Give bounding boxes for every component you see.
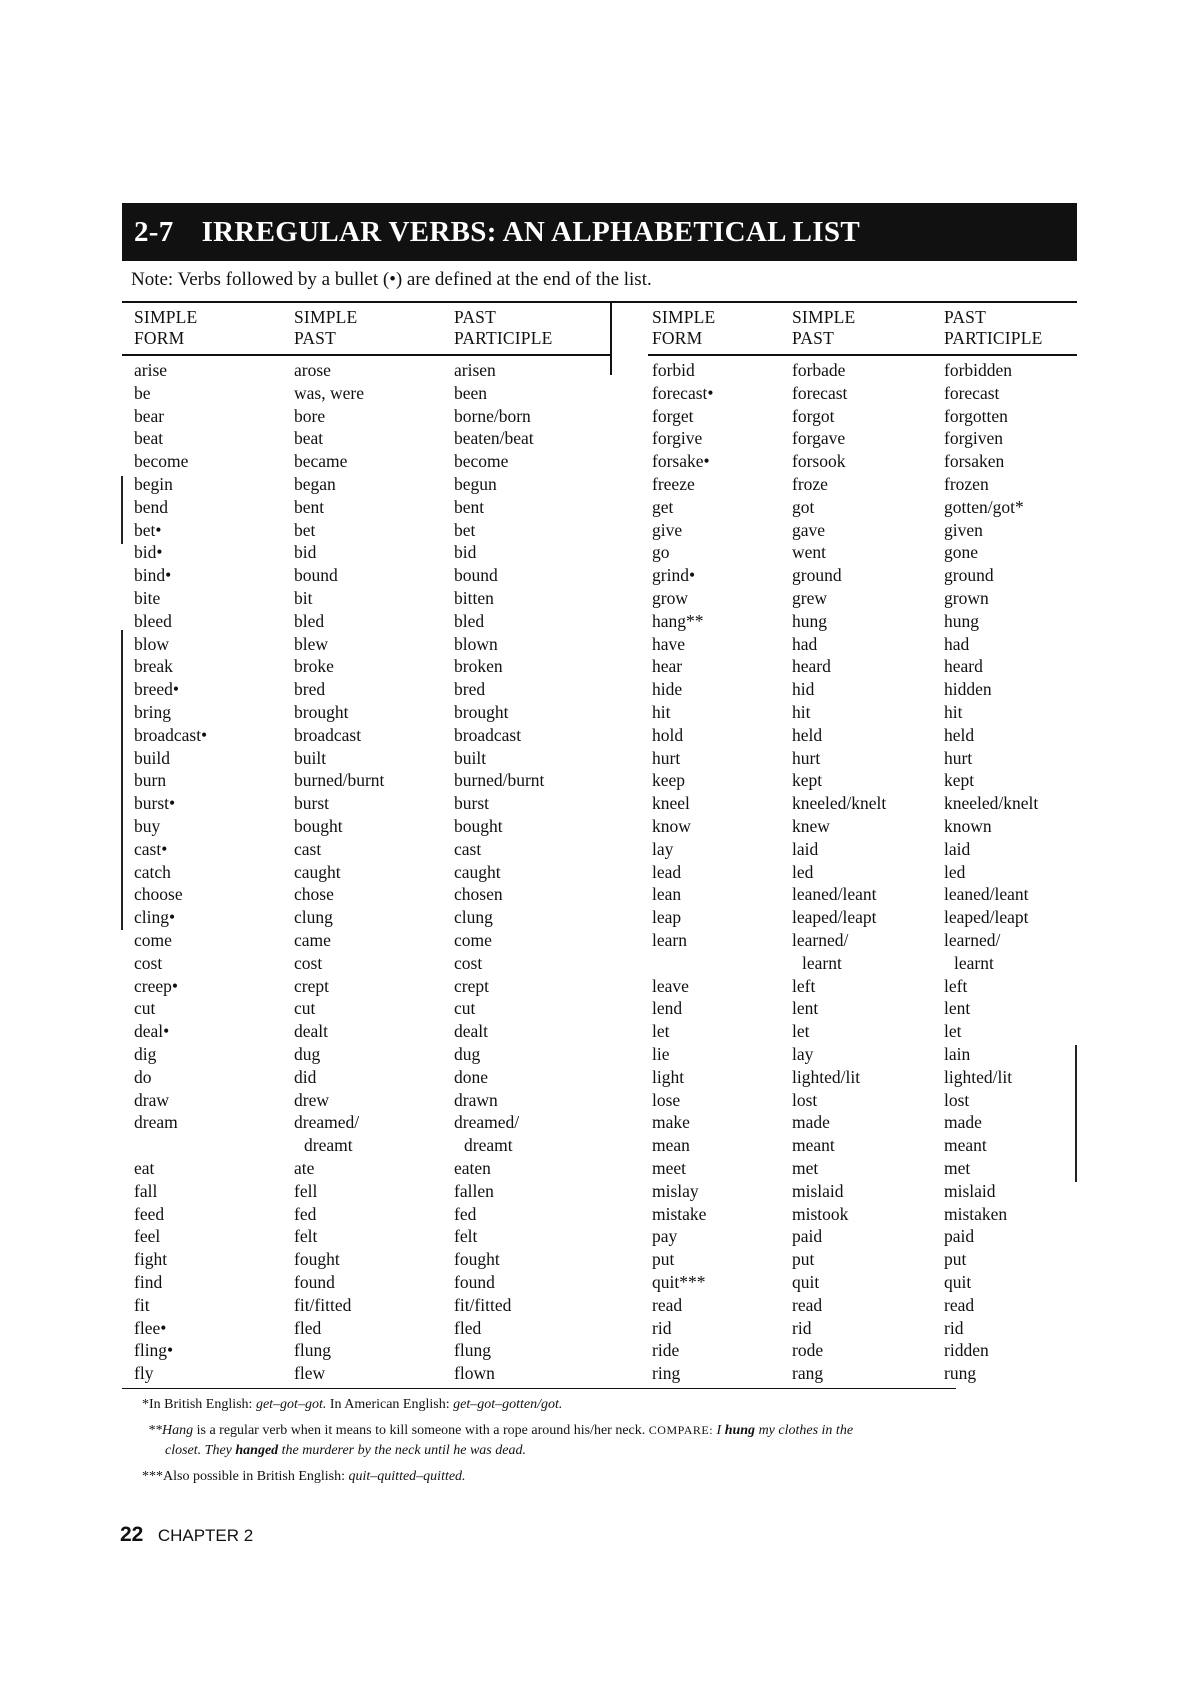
simple-past-cell: lighted/lit bbox=[792, 1066, 861, 1087]
past-participle-cell: heard bbox=[944, 656, 983, 677]
simple-form-cell: leap bbox=[652, 907, 682, 928]
simple-past-cell: fled bbox=[294, 1317, 322, 1338]
past-participle-cell: fit/fitted bbox=[454, 1294, 512, 1315]
past-participle-cell: met bbox=[944, 1158, 971, 1178]
header-simple-past-left: SIMPLE PAST bbox=[294, 307, 358, 348]
past-participle-cell: fled bbox=[454, 1317, 482, 1338]
past-participle-cell: given bbox=[944, 519, 983, 540]
past-participle-cell: crept bbox=[454, 975, 489, 996]
past-participle-cell: brought bbox=[454, 702, 509, 722]
past-participle-cell: let bbox=[944, 1021, 962, 1042]
simple-form-cell: ring bbox=[652, 1363, 681, 1384]
simple-form-cell: forsake• bbox=[652, 451, 710, 472]
simple-form-cell: light bbox=[652, 1066, 685, 1087]
simple-past-cell: rode bbox=[792, 1340, 824, 1361]
past-participle-cell: borne/born bbox=[454, 405, 531, 426]
past-participle-cell: built bbox=[454, 747, 487, 768]
simple-past-cell: held bbox=[792, 724, 823, 745]
simple-form-cell: do bbox=[134, 1066, 152, 1087]
simple-past-cell: got bbox=[792, 496, 815, 517]
simple-form-cell: make bbox=[652, 1112, 690, 1133]
past-participle-cell: blown bbox=[454, 633, 498, 654]
simple-past-cell: learned/ bbox=[792, 930, 849, 950]
simple-form-cell: hear bbox=[652, 656, 683, 677]
simple-form-cell: lean bbox=[652, 884, 682, 905]
simple-past-cell: lost bbox=[792, 1089, 818, 1110]
page-number: 22 bbox=[120, 1523, 144, 1546]
past-participle-cell: lighted/lit bbox=[944, 1066, 1013, 1087]
simple-past-cell: grew bbox=[792, 588, 827, 608]
simple-form-cell: lead bbox=[652, 861, 682, 882]
header-past-participle-right: PAST PARTICIPLE bbox=[944, 307, 1043, 348]
past-participle-cell: caught bbox=[454, 861, 501, 882]
past-participle-cell: forecast bbox=[944, 382, 1000, 403]
simple-past-cell: gave bbox=[792, 519, 826, 540]
simple-past-cell: made bbox=[792, 1112, 830, 1133]
past-participle-cell: paid bbox=[944, 1226, 975, 1247]
past-participle-cell: grown bbox=[944, 588, 989, 608]
simple-past-cell: rang bbox=[792, 1363, 824, 1384]
simple-past-cell: became bbox=[294, 451, 348, 472]
simple-past-cell: fed bbox=[294, 1203, 317, 1224]
past-participle-cell: leaped/leapt bbox=[944, 907, 1029, 928]
chapter-label: CHAPTER 2 bbox=[157, 1526, 254, 1545]
simple-past-cell: bid bbox=[294, 542, 317, 563]
simple-past-cell: arose bbox=[294, 360, 331, 380]
header-simple-form-left: SIMPLE FORM bbox=[134, 307, 198, 348]
simple-form-cell: ride bbox=[652, 1340, 680, 1361]
simple-form-cell: mislay bbox=[652, 1180, 699, 1201]
past-participle-cell: fed bbox=[454, 1203, 477, 1224]
past-participle-cell: had bbox=[944, 633, 970, 654]
simple-form-cell: forget bbox=[652, 405, 694, 426]
simple-form-cell: bend bbox=[134, 496, 169, 517]
left-header-rule bbox=[122, 354, 610, 356]
simple-past-cell: began bbox=[294, 474, 336, 494]
simple-form-cell: read bbox=[652, 1294, 683, 1315]
simple-past-cell: forgot bbox=[792, 405, 835, 426]
simple-past-cell: let bbox=[792, 1021, 810, 1042]
past-participle-cell: bred bbox=[454, 679, 486, 700]
simple-form-cell: grow bbox=[652, 588, 688, 608]
simple-past-cell: drew bbox=[294, 1089, 329, 1110]
simple-past-cell: brought bbox=[294, 702, 349, 722]
simple-form-cell: cast• bbox=[134, 838, 168, 859]
simple-past-cell: knew bbox=[792, 816, 830, 836]
simple-past-cell: broadcast bbox=[294, 724, 362, 745]
simple-past-cell: bought bbox=[294, 816, 343, 836]
simple-past-cell: kneeled/knelt bbox=[792, 793, 887, 814]
simple-past-cell: cut bbox=[294, 998, 316, 1019]
simple-form-cell: quit*** bbox=[652, 1272, 706, 1292]
past-participle-cell: become bbox=[454, 451, 509, 472]
simple-past-cell: hid bbox=[792, 679, 815, 700]
table-top-rule bbox=[122, 301, 1077, 303]
simple-form-cell: feel bbox=[134, 1226, 161, 1247]
simple-past-cell: mistook bbox=[792, 1203, 849, 1224]
past-participle-cell: hurt bbox=[944, 747, 973, 768]
simple-past-cell: cast bbox=[294, 838, 322, 859]
simple-past-cell: bore bbox=[294, 405, 326, 426]
simple-past-cell: forgave bbox=[792, 428, 846, 449]
past-participle-cell: dreamed/ bbox=[454, 1112, 520, 1133]
simple-past-cell: lent bbox=[792, 998, 819, 1019]
simple-form-cell: cost bbox=[134, 952, 163, 973]
simple-past-cell: crept bbox=[294, 975, 329, 996]
simple-past-cell: came bbox=[294, 930, 331, 950]
simple-form-cell: forgive bbox=[652, 428, 703, 449]
simple-form-cell: lend bbox=[652, 998, 683, 1019]
simple-form-cell: cling• bbox=[134, 907, 176, 928]
past-participle-cell: done bbox=[454, 1066, 489, 1087]
simple-past-cell: heard bbox=[792, 656, 831, 677]
past-participle-cell: arisen bbox=[454, 360, 496, 380]
simple-past-cell: beat bbox=[294, 428, 324, 449]
simple-form-cell: draw bbox=[134, 1089, 169, 1110]
simple-past-cell: went bbox=[792, 542, 827, 563]
simple-form-cell: pay bbox=[652, 1226, 678, 1247]
simple-form-cell: become bbox=[134, 451, 189, 472]
simple-past-cell: mislaid bbox=[792, 1180, 844, 1201]
past-participle-cell: chosen bbox=[454, 884, 503, 905]
simple-form-cell: leave bbox=[652, 975, 689, 996]
simple-past-cell: paid bbox=[792, 1226, 823, 1247]
simple-form-cell: hold bbox=[652, 724, 684, 745]
simple-past-cell: ground bbox=[792, 565, 842, 586]
section-title: IRREGULAR VERBS: AN ALPHABETICAL LIST bbox=[201, 215, 860, 248]
simple-form-cell: hurt bbox=[652, 747, 681, 768]
simple-past-cell: rid bbox=[792, 1317, 812, 1338]
past-participle-cell: quit bbox=[944, 1272, 972, 1292]
simple-form-cell: break bbox=[134, 656, 173, 677]
simple-form-cell: forecast• bbox=[652, 382, 714, 403]
simple-form-cell: get bbox=[652, 496, 674, 517]
simple-form-cell: lose bbox=[652, 1089, 681, 1110]
simple-past-cell: blew bbox=[294, 633, 329, 654]
past-participle-cell: meant bbox=[944, 1135, 987, 1156]
simple-form-cell: feed bbox=[134, 1203, 165, 1224]
simple-past-cell: learnt bbox=[802, 952, 842, 973]
table-center-divider bbox=[610, 302, 612, 375]
simple-past-cell: had bbox=[792, 633, 818, 654]
simple-form-cell: fall bbox=[134, 1180, 158, 1201]
simple-past-cell: quit bbox=[792, 1272, 820, 1292]
header-simple-form-right: SIMPLE FORM bbox=[652, 307, 716, 348]
past-participle-cell: gotten/got* bbox=[944, 496, 1024, 517]
simple-past-cell: meant bbox=[792, 1135, 835, 1156]
simple-form-cell: bind• bbox=[134, 565, 172, 586]
past-participle-cell: forgiven bbox=[944, 428, 1003, 449]
simple-past-cell: burst bbox=[294, 793, 329, 814]
past-participle-cell: cast bbox=[454, 838, 482, 859]
simple-form-cell: mistake bbox=[652, 1203, 707, 1224]
simple-past-cell: dreamt bbox=[304, 1135, 353, 1156]
simple-past-cell: burned/burnt bbox=[294, 770, 385, 791]
margin-change-bar-left-1 bbox=[121, 476, 123, 544]
past-participle-cell: lent bbox=[944, 998, 971, 1019]
section-title-bar bbox=[122, 203, 1077, 261]
simple-form-cell: eat bbox=[134, 1158, 155, 1178]
simple-form-cell: dream bbox=[134, 1112, 178, 1133]
simple-past-cell: was, were bbox=[294, 382, 364, 403]
header-simple-past-right: SIMPLE PAST bbox=[792, 307, 856, 348]
simple-past-cell: fell bbox=[294, 1180, 318, 1201]
past-participle-cell: kneeled/knelt bbox=[944, 793, 1039, 814]
simple-form-cell: grind• bbox=[652, 565, 696, 586]
simple-past-cell: read bbox=[792, 1294, 823, 1315]
simple-past-cell: leaned/leant bbox=[792, 884, 877, 905]
note-text: Note: Verbs followed by a bullet (•) are defined at the end of the list. bbox=[131, 269, 652, 290]
simple-past-cell: cost bbox=[294, 952, 323, 973]
past-participle-cell: begun bbox=[454, 474, 497, 494]
past-participle-cell: known bbox=[944, 816, 992, 836]
margin-change-bar-left-2 bbox=[121, 630, 123, 930]
simple-past-cell: hit bbox=[792, 702, 811, 722]
past-participle-cell: burst bbox=[454, 793, 489, 814]
past-participle-cell: bought bbox=[454, 816, 503, 836]
past-participle-cell: drawn bbox=[454, 1089, 498, 1110]
simple-past-cell: bred bbox=[294, 679, 326, 700]
simple-past-cell: dug bbox=[294, 1044, 321, 1064]
past-participle-cell: found bbox=[454, 1272, 495, 1292]
past-participle-cell: led bbox=[944, 861, 966, 882]
simple-form-cell: fling• bbox=[134, 1340, 174, 1361]
past-participle-cell: burned/burnt bbox=[454, 770, 545, 791]
past-participle-cell: learnt bbox=[954, 952, 994, 973]
simple-form-cell: dig bbox=[134, 1044, 157, 1064]
past-participle-cell: read bbox=[944, 1294, 975, 1315]
past-participle-cell: flown bbox=[454, 1363, 495, 1384]
header-past-participle-left: PAST PARTICIPLE bbox=[454, 307, 553, 348]
past-participle-cell: hung bbox=[944, 610, 979, 631]
simple-past-cell: flung bbox=[294, 1340, 331, 1361]
simple-form-cell: be bbox=[134, 382, 151, 403]
simple-form-cell: arise bbox=[134, 360, 168, 380]
past-participle-cell: lost bbox=[944, 1089, 970, 1110]
footnote-2: **Hang is a regular verb when it means to kill someone with a rope around his/her neck. COMPARE: I hung my clothes in the bbox=[148, 1423, 854, 1438]
past-participle-cell: put bbox=[944, 1249, 967, 1270]
past-participle-cell: ground bbox=[944, 565, 994, 586]
simple-past-cell: bit bbox=[294, 588, 313, 608]
simple-form-cell: fly bbox=[134, 1363, 154, 1384]
simple-form-cell: broadcast• bbox=[134, 724, 208, 745]
simple-form-cell: creep• bbox=[134, 975, 179, 996]
past-participle-cell: laid bbox=[944, 838, 971, 859]
simple-form-cell: find bbox=[134, 1272, 163, 1292]
simple-past-cell: met bbox=[792, 1158, 819, 1178]
simple-past-cell: left bbox=[792, 975, 816, 996]
past-participle-cell: rid bbox=[944, 1317, 964, 1338]
simple-form-cell: rid bbox=[652, 1317, 672, 1338]
simple-form-cell: burst• bbox=[134, 793, 176, 814]
past-participle-cell: left bbox=[944, 975, 968, 996]
simple-form-cell: bite bbox=[134, 588, 161, 608]
simple-past-cell: dreamed/ bbox=[294, 1112, 360, 1133]
simple-past-cell: hurt bbox=[792, 747, 821, 768]
simple-past-cell: bled bbox=[294, 610, 325, 631]
past-participle-cell: been bbox=[454, 382, 488, 403]
past-participle-cell: mislaid bbox=[944, 1180, 996, 1201]
simple-past-cell: laid bbox=[792, 838, 819, 859]
simple-form-cell: come bbox=[134, 930, 172, 950]
simple-past-cell: forecast bbox=[792, 382, 848, 403]
simple-form-cell: beat bbox=[134, 428, 164, 449]
past-participle-cell: beaten/beat bbox=[454, 428, 534, 449]
simple-past-cell: found bbox=[294, 1272, 335, 1292]
simple-past-cell: forbade bbox=[792, 360, 846, 380]
simple-form-cell: lie bbox=[652, 1044, 670, 1064]
simple-past-cell: built bbox=[294, 747, 327, 768]
footnote-1: *In British English: get–got–got. In American English: get–got–gotten/got. bbox=[142, 1397, 563, 1412]
past-participle-cell: bitten bbox=[454, 588, 494, 608]
past-participle-cell: rung bbox=[944, 1363, 977, 1384]
simple-form-cell: give bbox=[652, 519, 683, 540]
past-participle-cell: frozen bbox=[944, 474, 989, 494]
past-participle-cell: come bbox=[454, 930, 492, 950]
simple-form-cell: bring bbox=[134, 702, 171, 722]
simple-form-cell: bet• bbox=[134, 519, 162, 540]
simple-form-cell: fit bbox=[134, 1294, 150, 1315]
simple-past-cell: ate bbox=[294, 1158, 315, 1178]
past-participle-cell: hit bbox=[944, 702, 963, 722]
past-participle-cell: bent bbox=[454, 496, 485, 517]
simple-past-cell: leaped/leapt bbox=[792, 907, 877, 928]
simple-form-cell: lay bbox=[652, 838, 674, 859]
simple-form-cell: bleed bbox=[134, 610, 172, 631]
past-participle-cell: bet bbox=[454, 519, 476, 540]
simple-form-cell: choose bbox=[134, 884, 183, 905]
past-participle-cell: dug bbox=[454, 1044, 481, 1064]
past-participle-cell: broken bbox=[454, 656, 503, 677]
past-participle-cell: leaned/leant bbox=[944, 884, 1029, 905]
simple-past-cell: led bbox=[792, 861, 814, 882]
past-participle-cell: ridden bbox=[944, 1340, 989, 1361]
simple-past-cell: bet bbox=[294, 519, 316, 540]
simple-past-cell: flew bbox=[294, 1363, 326, 1384]
past-participle-cell: clung bbox=[454, 907, 493, 928]
simple-past-cell: caught bbox=[294, 861, 341, 882]
simple-form-cell: begin bbox=[134, 474, 173, 494]
simple-form-cell: burn bbox=[134, 770, 167, 791]
simple-form-cell: have bbox=[652, 633, 686, 654]
past-participle-cell: mistaken bbox=[944, 1203, 1008, 1224]
past-participle-cell: flung bbox=[454, 1340, 491, 1361]
past-participle-cell: dealt bbox=[454, 1021, 489, 1042]
right-header-rule bbox=[648, 354, 1077, 356]
footnote-2-cont: closet. They hanged the murderer by the neck until he was dead. bbox=[165, 1443, 526, 1458]
simple-past-cell: felt bbox=[294, 1226, 318, 1247]
simple-past-cell: did bbox=[294, 1066, 317, 1087]
simple-past-cell: froze bbox=[792, 474, 828, 494]
simple-form-cell: meet bbox=[652, 1158, 687, 1178]
past-participle-cell: fought bbox=[454, 1249, 500, 1270]
simple-past-cell: chose bbox=[294, 884, 334, 905]
page-footer bbox=[120, 1523, 253, 1547]
simple-form-cell: hide bbox=[652, 679, 683, 700]
simple-form-cell: keep bbox=[652, 770, 686, 791]
past-participle-cell: broadcast bbox=[454, 724, 522, 745]
simple-form-cell: put bbox=[652, 1249, 675, 1270]
simple-past-cell: bent bbox=[294, 496, 325, 517]
past-participle-cell: fallen bbox=[454, 1180, 494, 1201]
simple-form-cell: freeze bbox=[652, 474, 695, 494]
simple-form-cell: build bbox=[134, 747, 170, 768]
simple-form-cell: bear bbox=[134, 405, 165, 426]
margin-change-bar-right bbox=[1075, 1045, 1077, 1182]
simple-form-cell: deal• bbox=[134, 1021, 170, 1042]
simple-form-cell: kneel bbox=[652, 793, 690, 814]
simple-form-cell: know bbox=[652, 816, 691, 836]
simple-form-cell: let bbox=[652, 1021, 670, 1042]
simple-form-cell: go bbox=[652, 542, 670, 563]
past-participle-cell: made bbox=[944, 1112, 982, 1133]
simple-form-cell: cut bbox=[134, 998, 156, 1019]
simple-form-cell: learn bbox=[652, 930, 687, 950]
past-participle-cell: lain bbox=[944, 1044, 971, 1064]
past-participle-cell: forbidden bbox=[944, 360, 1013, 380]
past-participle-cell: cut bbox=[454, 998, 476, 1019]
table-bottom-rule bbox=[122, 1388, 956, 1389]
past-participle-cell: forsaken bbox=[944, 451, 1005, 472]
past-participle-cell: hidden bbox=[944, 679, 992, 700]
section-number: 2-7 bbox=[134, 215, 174, 248]
past-participle-cell: forgotten bbox=[944, 405, 1008, 426]
simple-past-cell: forsook bbox=[792, 451, 846, 472]
simple-past-cell: fought bbox=[294, 1249, 340, 1270]
past-participle-cell: dreamt bbox=[464, 1135, 513, 1156]
simple-past-cell: hung bbox=[792, 610, 827, 631]
simple-past-cell: clung bbox=[294, 907, 333, 928]
simple-past-cell: kept bbox=[792, 770, 823, 791]
footnote-3: ***Also possible in British English: quit–quitted–quitted. bbox=[142, 1469, 466, 1484]
simple-past-cell: bound bbox=[294, 565, 338, 586]
past-participle-cell: kept bbox=[944, 770, 975, 791]
simple-form-cell: buy bbox=[134, 816, 161, 836]
simple-form-cell: hit bbox=[652, 702, 671, 722]
simple-form-cell: mean bbox=[652, 1135, 690, 1156]
past-participle-cell: cost bbox=[454, 952, 483, 973]
simple-form-cell: fight bbox=[134, 1249, 168, 1270]
simple-past-cell: put bbox=[792, 1249, 815, 1270]
simple-past-cell: broke bbox=[294, 656, 334, 677]
past-participle-cell: held bbox=[944, 724, 975, 745]
simple-form-cell: catch bbox=[134, 861, 171, 882]
simple-form-cell: forbid bbox=[652, 360, 695, 380]
past-participle-cell: learned/ bbox=[944, 930, 1001, 950]
simple-form-cell: bid• bbox=[134, 542, 163, 563]
simple-form-cell: breed• bbox=[134, 679, 179, 700]
past-participle-cell: gone bbox=[944, 542, 979, 563]
past-participle-cell: eaten bbox=[454, 1158, 491, 1178]
past-participle-cell: bid bbox=[454, 542, 477, 563]
past-participle-cell: felt bbox=[454, 1226, 478, 1247]
simple-form-cell: flee• bbox=[134, 1317, 167, 1338]
simple-past-cell: lay bbox=[792, 1044, 814, 1064]
past-participle-cell: bled bbox=[454, 610, 485, 631]
simple-past-cell: dealt bbox=[294, 1021, 329, 1042]
simple-past-cell: fit/fitted bbox=[294, 1294, 352, 1315]
past-participle-cell: bound bbox=[454, 565, 498, 586]
simple-form-cell: hang** bbox=[652, 610, 704, 631]
simple-form-cell: blow bbox=[134, 633, 169, 654]
